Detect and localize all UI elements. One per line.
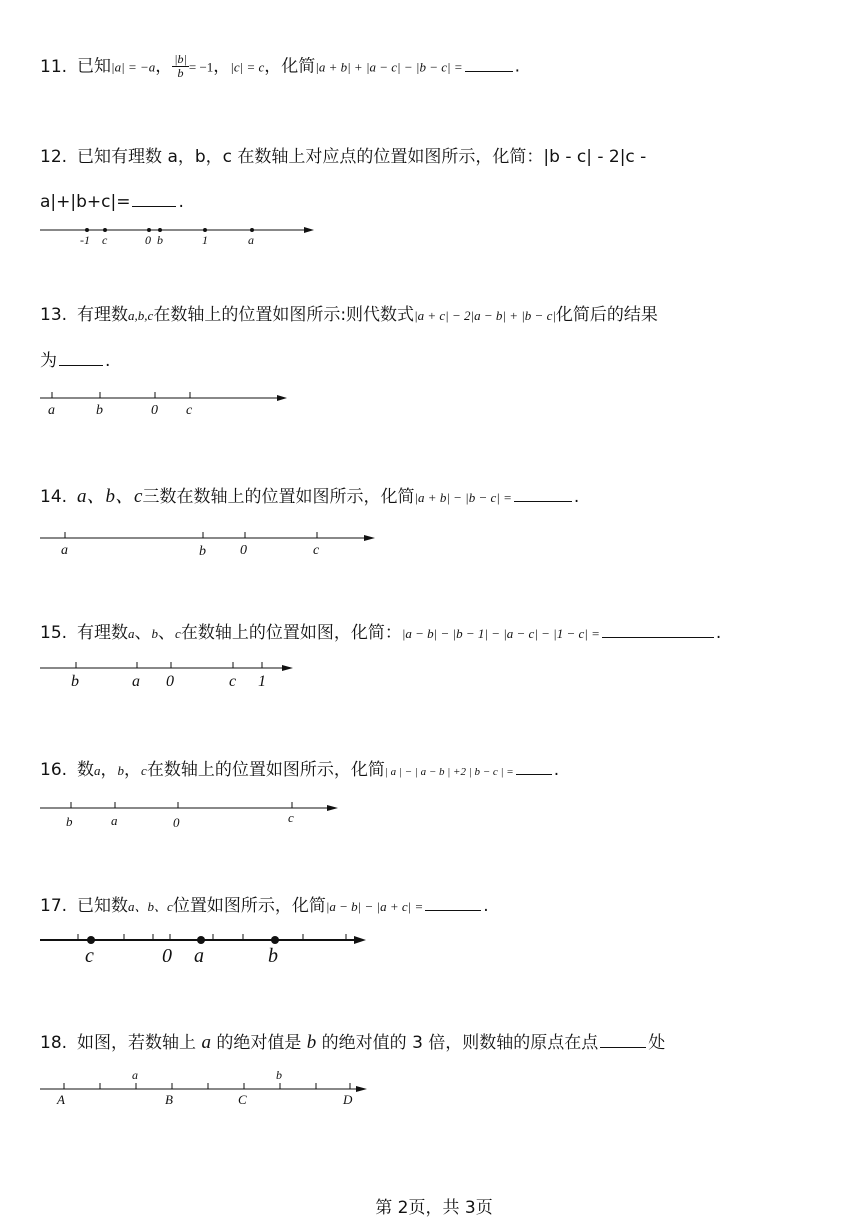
question-text: 有理数	[77, 305, 129, 325]
math-expression: |a| = −a	[111, 59, 156, 75]
number-line-15	[0, 658, 310, 692]
axis-label: c	[186, 403, 193, 418]
axis-point	[158, 228, 162, 232]
question-13	[40, 303, 658, 328]
question-number: 16.	[40, 760, 68, 780]
axis-arrow	[327, 805, 338, 811]
axis-point	[197, 936, 205, 944]
question-13-line2	[40, 349, 110, 373]
axis-label: a	[132, 673, 140, 690]
axis-label: 0	[240, 543, 247, 558]
axis-point	[250, 228, 254, 232]
question-text: 在数轴上的位置如图，化简：	[180, 623, 402, 643]
number-line-18	[0, 1068, 380, 1112]
axis-label: 0	[166, 673, 174, 690]
answer-blank[interactable]	[514, 485, 572, 502]
question-number: 11.	[40, 56, 68, 77]
answer-blank[interactable]	[132, 190, 176, 207]
question-number: 13.	[40, 305, 68, 325]
axis-label: c	[102, 233, 108, 247]
question-text: 位置如图所示，化简	[172, 896, 326, 916]
question-number: 18.	[40, 1033, 68, 1053]
axis-top-label: b	[276, 1068, 282, 1082]
math-expression: a	[128, 626, 135, 641]
answer-blank[interactable]	[602, 621, 714, 638]
number-line-12	[0, 220, 330, 250]
axis-top-label: a	[132, 1068, 138, 1082]
question-18	[40, 1031, 665, 1055]
question-number: 12.	[40, 147, 68, 167]
question-number: 17.	[40, 896, 68, 916]
question-text: ，化简	[264, 56, 316, 77]
math-expression: |a + b| + |a − c| − |b − c| =	[315, 59, 463, 75]
axis-arrow	[304, 227, 314, 233]
axis-label: a	[48, 403, 55, 418]
answer-blank[interactable]	[59, 349, 103, 366]
separator: 、	[134, 623, 152, 643]
axis-arrow	[354, 936, 366, 944]
axis-point	[87, 936, 95, 944]
axis-label: b	[157, 233, 163, 247]
axis-point-label: C	[238, 1092, 247, 1107]
math-expression: |a − b| − |a + c| =	[325, 899, 424, 914]
axis-label: 1	[202, 233, 208, 247]
question-end: .	[553, 760, 560, 780]
number-line-14	[0, 528, 390, 562]
axis-arrow	[277, 395, 287, 401]
variable-list: a、b、c	[77, 486, 143, 507]
axis-point-label: B	[165, 1092, 173, 1107]
math-expression: |c| = c	[230, 59, 265, 75]
axis-label: b	[268, 945, 278, 967]
axis-arrow	[282, 665, 293, 671]
question-12-line2	[40, 190, 184, 214]
axis-label: a	[111, 813, 118, 828]
question-end: .	[715, 623, 722, 643]
question-text: 的绝对值的 3 倍，则数轴的原点在点	[321, 1033, 599, 1053]
page-footer: 第 2页，共 3页	[375, 1198, 493, 1218]
question-end: .	[178, 192, 184, 212]
axis-point	[103, 228, 107, 232]
axis-label: c	[313, 543, 320, 558]
math-expression: b	[117, 763, 125, 778]
axis-label: c	[229, 673, 237, 690]
math-expression: = −1	[188, 59, 214, 75]
axis-label: 1	[258, 673, 266, 690]
axis-label: b	[199, 544, 206, 559]
number-line-16	[0, 798, 350, 832]
axis-label: a	[194, 945, 204, 967]
math-expression: |a + c| − 2|a − b| + |b − c|	[414, 308, 556, 323]
axis-point-label: A	[57, 1092, 65, 1107]
axis-point	[203, 228, 207, 232]
answer-blank[interactable]	[600, 1031, 646, 1048]
math-expression: a,b,c	[128, 308, 154, 323]
question-12	[40, 145, 646, 169]
question-end: .	[573, 487, 580, 507]
axis-label: b	[66, 814, 73, 829]
question-text: 已知	[77, 56, 112, 77]
question-text: 数	[77, 760, 95, 780]
axis-label: 0	[145, 233, 151, 247]
variable: b	[306, 1032, 317, 1053]
question-text: 如图，若数轴上	[77, 1033, 197, 1053]
question-text: 有理数	[77, 623, 129, 643]
question-text: 已知数	[77, 896, 129, 916]
math-expression: a、b、c	[128, 899, 173, 914]
question-11	[40, 53, 520, 80]
math-expression: | a | − | a − b | +2 | b − c | =	[384, 766, 514, 778]
question-text: 在数轴上的位置如图所示:则代数式	[153, 305, 415, 325]
question-text: a|+|b+c|=	[40, 192, 131, 212]
separator: ，	[124, 760, 142, 780]
axis-label: c	[85, 945, 94, 967]
number-line-17	[0, 930, 380, 970]
axis-label: b	[71, 673, 79, 690]
question-17	[40, 894, 489, 919]
math-expression: |a − b| − |b − 1| − |a − c| − |1 − c| =	[401, 626, 600, 641]
question-text: 三数在数轴上的位置如图所示，化简	[142, 487, 415, 507]
axis-label: 0	[162, 945, 172, 967]
variable: a	[201, 1032, 211, 1053]
separator: ，	[155, 56, 173, 77]
axis-point	[271, 936, 279, 944]
axis-label: b	[96, 403, 103, 418]
math-expression: b	[151, 626, 159, 641]
axis-label: a	[61, 543, 68, 558]
axis-arrow	[364, 535, 375, 541]
math-expression: a	[94, 763, 101, 778]
question-text: 在数轴上的位置如图所示，化简	[146, 760, 385, 780]
separator: ，	[213, 56, 231, 77]
axis-point	[147, 228, 151, 232]
axis-label: 0	[173, 815, 180, 830]
question-text: 为	[40, 351, 57, 371]
number-line-13	[0, 388, 300, 420]
axis-label: a	[248, 233, 254, 247]
question-number: 15.	[40, 623, 68, 643]
answer-blank[interactable]	[425, 894, 481, 911]
question-text: 化简后的结果	[555, 305, 658, 325]
axis-arrow	[356, 1086, 367, 1092]
question-end: .	[514, 56, 521, 77]
answer-blank[interactable]	[516, 758, 552, 775]
axis-point-label: D	[343, 1092, 353, 1107]
question-text: 已知有理数 a，b，c 在数轴上对应点的位置如图所示，化简：|b - c| - 2|c -	[77, 147, 647, 167]
math-expression: |a + b| − |b − c| =	[414, 490, 512, 505]
answer-blank[interactable]	[465, 55, 513, 72]
question-15	[40, 621, 721, 646]
question-end: .	[483, 896, 489, 916]
separator: ，	[100, 760, 118, 780]
question-16	[40, 758, 559, 784]
axis-label: -1	[80, 233, 90, 247]
separator: 、	[158, 623, 176, 643]
axis-label: 0	[151, 403, 158, 418]
math-expression: c	[141, 763, 147, 778]
axis-label: c	[288, 810, 294, 825]
fraction-numerator: |b|	[174, 52, 187, 66]
question-number: 14.	[40, 487, 68, 507]
math-expression: c	[175, 626, 181, 641]
math-fraction	[172, 53, 189, 80]
question-14	[40, 485, 579, 510]
fraction-denominator: b	[177, 66, 184, 80]
question-text: 的绝对值是	[216, 1033, 302, 1053]
question-end: 处	[648, 1033, 666, 1053]
question-end: .	[105, 351, 111, 371]
axis-point	[85, 228, 89, 232]
